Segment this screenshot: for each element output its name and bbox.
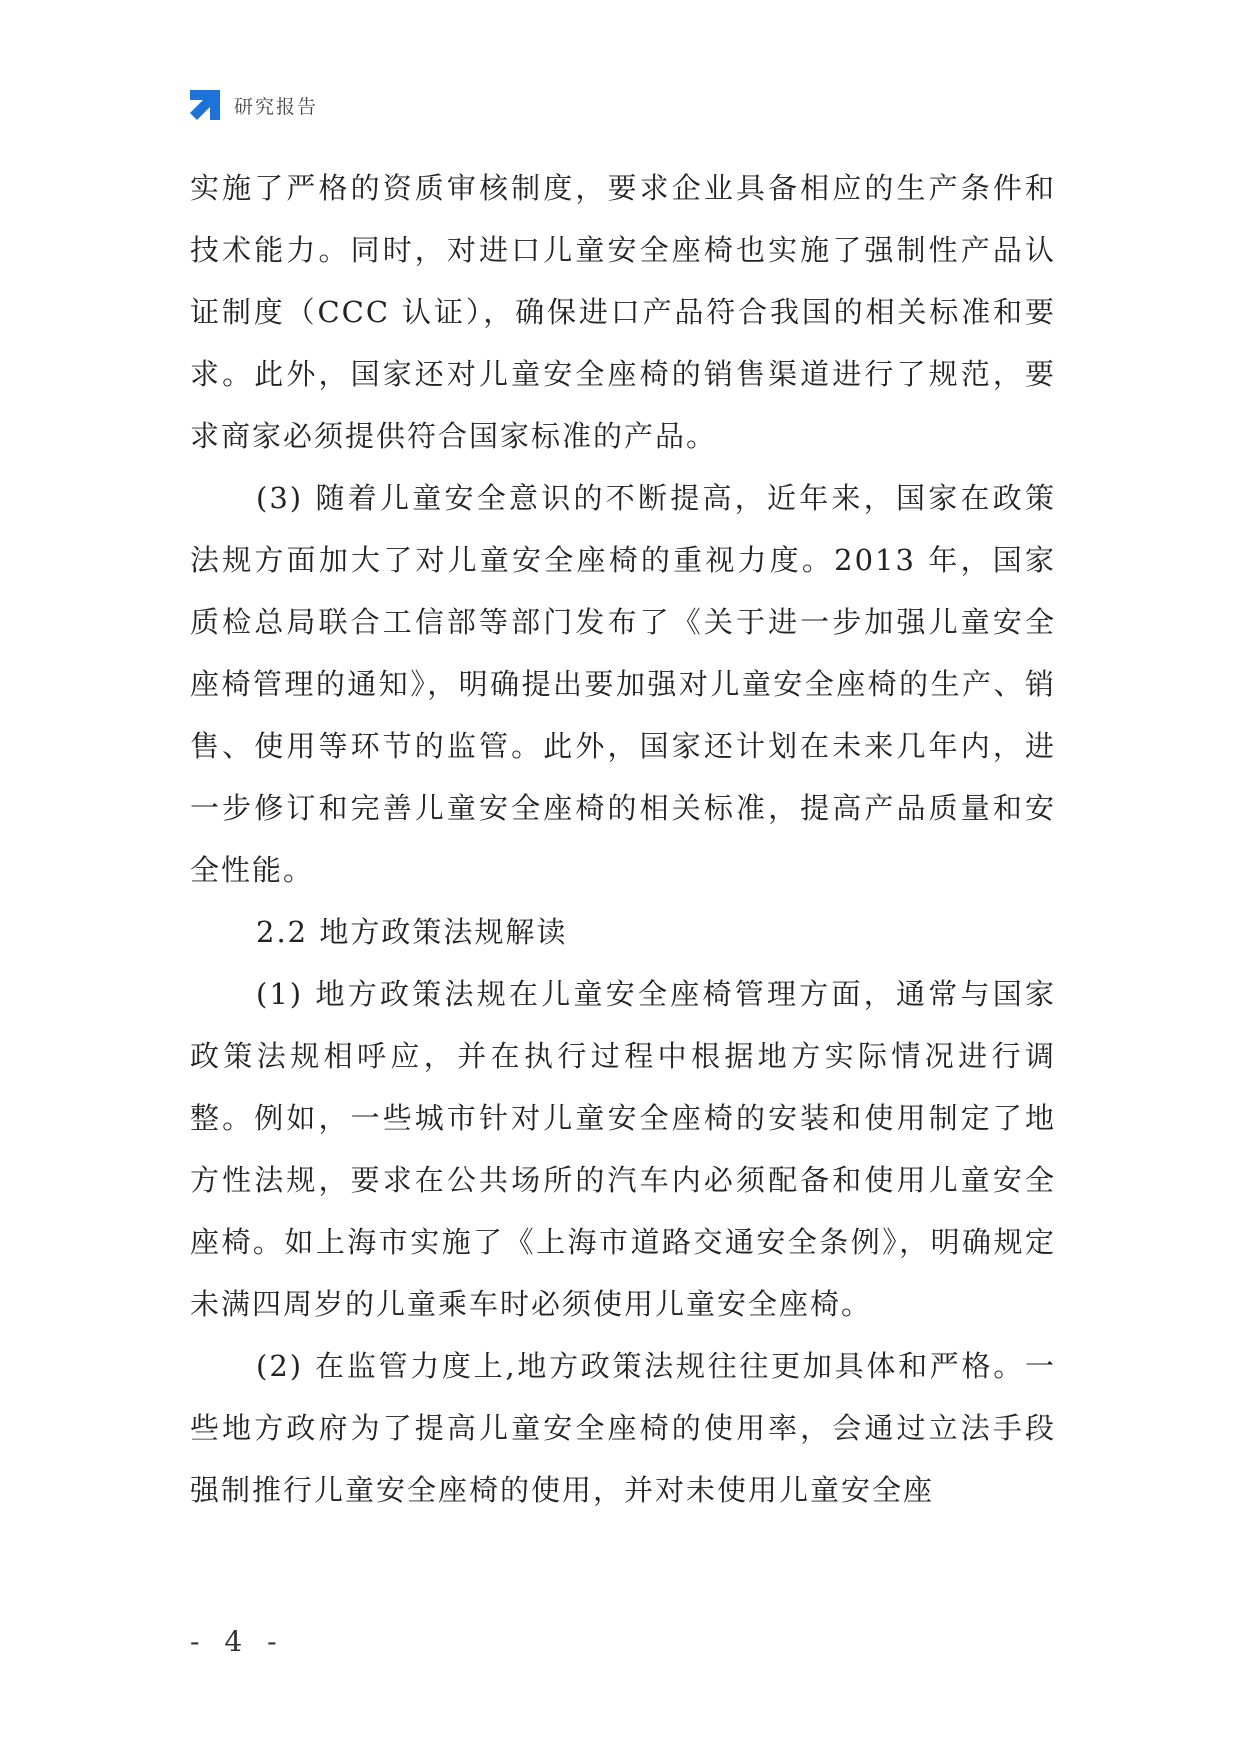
header-title: 研究报告 [234,95,319,118]
arrow-up-right-icon [188,88,222,122]
page-number: - 4 - [190,1625,285,1658]
paragraph-local-2: (2) 在监管力度上,地方政策法规往往更加具体和严格。一些地方政府为了提高儿童安全座椅的使用率，会通过立法手段强制推行儿童安全座椅的使用，并对未使用儿童安全座 [190,1349,1056,1507]
paragraph-3: (3) 随着儿童安全意识的不断提高，近年来，国家在政策法规方面加大了对儿童安全座椅的重视力度。2013 年，国家质检总局联合工信部等部门发布了《关于进一步加强儿童安全座椅管理的通知》，明确提出要加强对儿童安全座椅的生产、销售、使用等环节的监管。此外，国家还计划在未来几年内，进一步修订和完善儿童安全座椅的相关标准，提高产品质量和安全性能。 [190,481,1056,887]
document-body [190,157,1056,1521]
paragraph-local-1: (1) 地方政策法规在儿童安全座椅管理方面，通常与国家政策法规相呼应，并在执行过程中根据地方实际情况进行调整。例如，一些城市针对儿童安全座椅的安装和使用制定了地方性法规，要求在公共场所的汽车内必须配备和使用儿童安全座椅。如上海市实施了《上海市道路交通安全条例》，明确规定未满四周岁的儿童乘车时必须使用儿童安全座椅。 [190,977,1056,1321]
section-heading: 2.2 地方政策法规解读 [256,915,568,949]
paragraph-continuation: 实施了严格的资质审核制度，要求企业具备相应的生产条件和技术能力。同时，对进口儿童安全座椅也实施了强制性产品认证制度（CCC 认证），确保进口产品符合我国的相关标准和要求。此外，国家还对儿童安全座椅的销售渠道进行了规范，要求商家必须提供符合国家标准的产品。 [190,171,1056,453]
page-header [188,88,318,122]
